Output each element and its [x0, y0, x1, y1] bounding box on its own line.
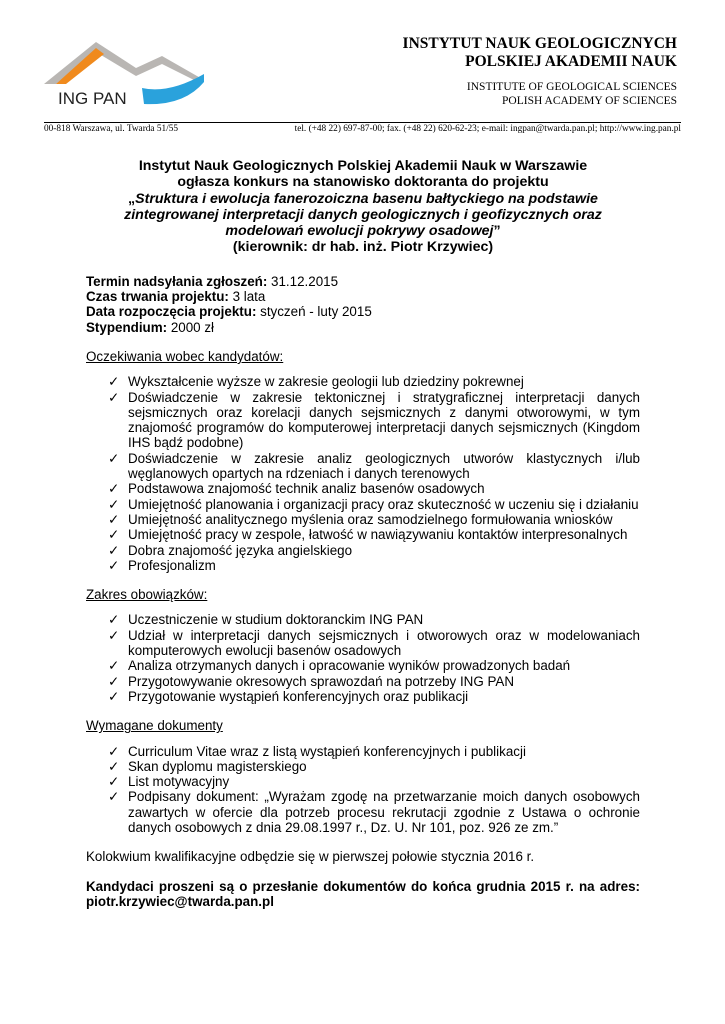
address: 00-818 Warszawa, ul. Twarda 51/55 [44, 124, 179, 134]
ing-pan-logo [44, 36, 204, 111]
institute-pl-line1: INSTYTUT NAUK GEOLOGICZNYCH [402, 35, 677, 52]
list-item: ✓ Udział w interpretacji danych sejsmicznych i otworowych oraz w modelowaniach komputerowych ewolucji basenów osadowych [108, 627, 640, 659]
institute-name-pl [403, 35, 677, 71]
list-item: ✓ Doświadczenie w zakresie analiz geologicznych utworów klastycznych i/lub węglanowych opartych na rdzeniach i danych terenowych [108, 450, 640, 482]
list-item: ✓ Doświadczenie w zakresie tektonicznej i stratygraficznej interpretacji danych sejsmicznych oraz korelacji danych sejsmicznych z danymi otworowymi, w tym znajomość programów do komputerowej interpretacji danych sejsmicznych (Kingdom IHS bądź podobne) [108, 389, 640, 451]
list-item: ✓ List motywacyjny [108, 774, 230, 790]
logo-orange-peak [56, 48, 104, 84]
check-icon: ✓ [108, 758, 120, 774]
check-icon: ✓ [108, 627, 120, 643]
check-icon: ✓ [108, 542, 120, 558]
info-stipend: Stypendium: 2000 zł [86, 319, 214, 335]
check-icon: ✓ [108, 743, 120, 759]
check-icon: ✓ [108, 450, 120, 466]
expectations-heading: Oczekiwania wobec kandydatów: [86, 348, 284, 364]
info-start-date: Data rozpoczęcia projektu: styczeń - luty 2015 [86, 304, 372, 320]
project-info [86, 274, 640, 335]
institute-pl-line2: POLSKIEJ AKADEMII NAUK [465, 53, 677, 70]
check-icon: ✓ [108, 789, 120, 805]
letterhead [0, 0, 725, 134]
institute-en-line1: INSTITUTE OF GEOLOGICAL SCIENCES [466, 81, 677, 93]
logo-text: ING PAN [58, 89, 127, 108]
list-item: ✓ Wykształcenie wyższe w zakresie geologii lub dziedziny pokrewnej [108, 374, 524, 390]
info-duration: Czas trwania projektu: 3 lata [86, 289, 266, 305]
list-item: ✓ Podpisany dokument: „Wyrażam zgodę na przetwarzanie moich danych osobowych zawartych w ofercie dla potrzeb procesu rekrutacji zgodnie z Ustawa o ochronie danych osobowych z dnia 29.08.1997 r., Dz. U. Nr 101, poz. 926 ze zm.” [108, 789, 640, 835]
list-item: ✓ Umiejętność analitycznego myślenia oraz samodzielnego formułowania wniosków [108, 511, 613, 527]
list-item: ✓ Podstawowa znajomość technik analiz basenów osadowych [108, 481, 485, 497]
check-icon: ✓ [108, 374, 120, 390]
contact-details: tel. (+48 22) 697-87-00; fax. (+48 22) 620-62-23; e-mail: ingpan@twarda.pan.pl; http://www.ing.pan.pl [294, 124, 681, 134]
colloquium-note: Kolokwium kwalifikacyjne odbędzie się w pierwszej połowie stycznia 2016 r. [86, 849, 535, 865]
check-icon: ✓ [108, 527, 120, 543]
list-item: ✓ Umiejętność pracy w zespole, łatwość w nawiązywaniu kontaktów interpresonalnych [108, 527, 628, 543]
list-item: ✓ Uczestniczenie w studium doktoranckim ING PAN [108, 612, 424, 628]
check-icon: ✓ [108, 511, 120, 527]
list-item: ✓ Curriculum Vitae wraz z listą wystąpień konferencyjnych i publikacji [108, 743, 526, 759]
list-item: ✓ Przygotowanie wystąpień konferencyjnych oraz publikacji [108, 688, 469, 704]
project-title: „Struktura i ewolucja fanerozoiczna basenu bałtyckiego na podstawie zintegrowanej interpretacji danych geologicznych i geofizycznych oraz modelowań ewolucji pokrywy osadowej” [124, 190, 602, 240]
contact-bar [44, 124, 681, 134]
check-icon: ✓ [108, 496, 120, 512]
supervisor: (kierownik: dr hab. inż. Piotr Krzywiec) [232, 239, 494, 256]
title-line2: ogłasza konkurs na stanowisko doktoranta do projektu [177, 174, 549, 191]
check-icon: ✓ [108, 658, 120, 674]
list-item: ✓ Skan dyplomu magisterskiego [108, 758, 307, 774]
list-item: ✓ Analiza otrzymanych danych i opracowanie wyników prowadzonych badań [108, 658, 571, 674]
announcement-title [86, 158, 640, 256]
institute-name-en [467, 80, 677, 108]
check-icon: ✓ [108, 389, 120, 405]
check-icon: ✓ [108, 774, 120, 790]
list-item: ✓ Dobra znajomość języka angielskiego [108, 542, 353, 558]
header-divider [44, 122, 681, 123]
list-item: ✓ Umiejętność planowania i organizacji pracy oraz skuteczność w uczeniu się i działaniu [108, 496, 639, 512]
list-item: ✓ Przygotowywanie okresowych sprawozdań na potrzeby ING PAN [108, 673, 515, 689]
documents-heading: Wymagane dokumenty [86, 718, 223, 734]
info-deadline: Termin nadsyłania zgłoszeń: 31.12.2015 [86, 273, 339, 289]
title-line1: Instytut Nauk Geologicznych Polskiej Akademii Nauk w Warszawie [138, 158, 588, 174]
documents-list [86, 744, 640, 836]
check-icon: ✓ [108, 673, 120, 689]
duties-heading: Zakres obowiązków: [86, 587, 208, 603]
expectations-list [86, 374, 640, 573]
list-item: ✓ Profesjonalizm [108, 557, 216, 573]
check-icon: ✓ [108, 481, 120, 497]
check-icon: ✓ [108, 612, 120, 628]
submission-note: Kandydaci proszeni są o przesłanie dokumentów do końca grudnia 2015 r. na adres: piotr.krzywiec@twarda.pan.pl [86, 878, 640, 909]
project-name: Struktura i ewolucja fanerozoiczna basenu bałtyckiego na podstawie zintegrowanej interpretacji danych geologicznych i geofizycznych oraz modelowań ewolucji pokrywy osadowej [124, 190, 602, 240]
check-icon: ✓ [108, 557, 120, 573]
institute-en-line2: POLISH ACADEMY OF SCIENCES [502, 95, 677, 107]
duties-list [86, 612, 640, 704]
document-body [86, 158, 640, 909]
check-icon: ✓ [108, 688, 120, 704]
